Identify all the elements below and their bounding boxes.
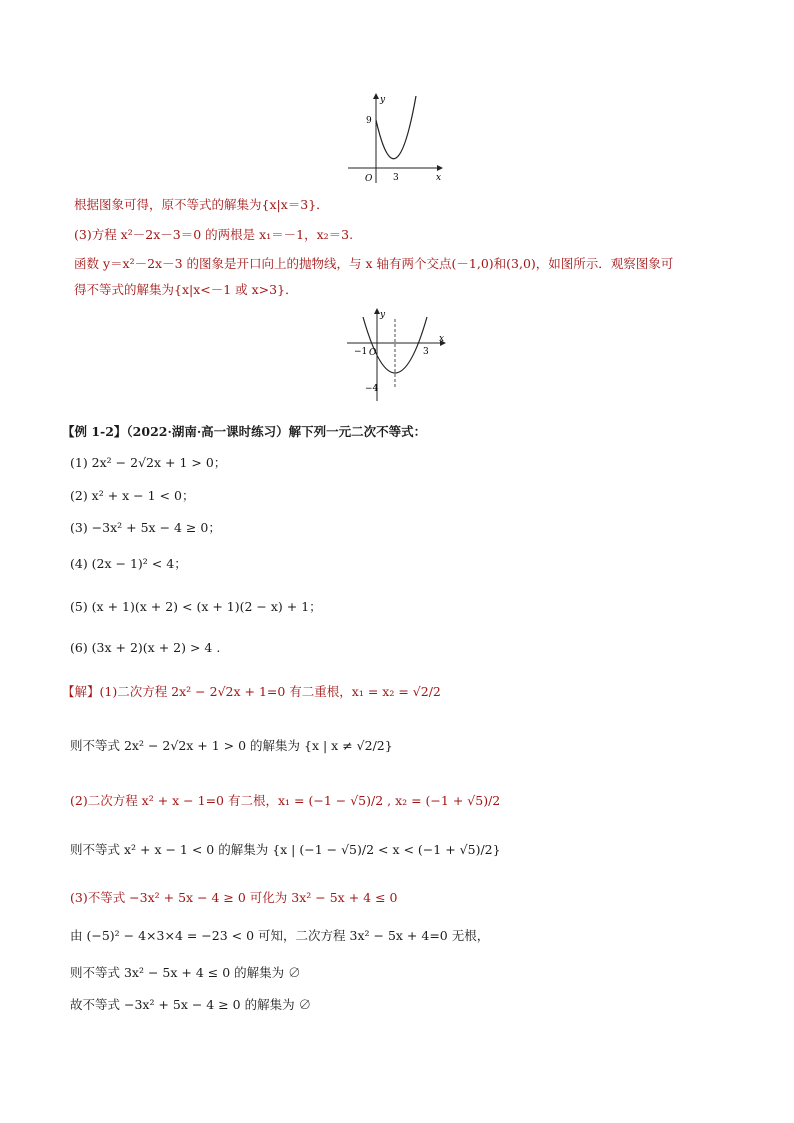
problem-item-1: (1) 2x² − 2√2x + 1 > 0； <box>70 455 227 470</box>
conclusion-line: 根据图象可得，原不等式的解集为{x|x＝3}． <box>74 197 329 212</box>
solution-line-7: 则不等式 3x² − 5x + 4 ≤ 0 的解集为 ∅ <box>70 965 301 980</box>
origin-label: O <box>369 348 377 358</box>
parabola-curve <box>376 96 416 159</box>
solution-set-line: 得不等式的解集为{x|x<－1 或 x>3}． <box>74 282 298 297</box>
solution-line-6: 由 (−5)² − 4×3×4 = −23 < 0 可知，二次方程 3x² − 5x + 4=0 无根， <box>70 928 490 943</box>
problem-item-5: (5) (x + 1)(x + 2) < (x + 1)(2 − x) + 1； <box>70 599 322 614</box>
x-tick-label: 3 <box>393 173 399 183</box>
x-axis-label: x <box>436 173 442 183</box>
solution-text-5: (3)不等式 −3x² + 5x − 4 ≥ 0 可化为 3x² − 5x + 4 ≤ 0 <box>70 890 398 905</box>
y-tick-label: 9 <box>366 116 372 126</box>
example-heading: 【例 1-2】（2022·湖南·高一课时练习）解下列一元二次不等式： <box>62 424 427 439</box>
problem-item-2: (2) x² + x − 1 < 0； <box>70 488 195 503</box>
y-tick-label: −4 <box>365 384 379 394</box>
y-axis-label: y <box>380 310 386 320</box>
solution-line-4: 则不等式 x² + x − 1 < 0 的解集为 {x | (−1 − √5)/2 < x < (−1 + √5)/2} <box>70 842 501 857</box>
parabola-figure-2 <box>345 305 450 405</box>
solution-text-1: 【解】(1)二次方程 2x² − 2√2x + 1=0 有二重根，x₁ = x₂ = √2/2 <box>62 684 441 699</box>
x-tick-right-label: 3 <box>423 347 429 357</box>
solution-line-3 <box>70 793 500 809</box>
roots-line: (3)方程 x²－2x－3＝0 的两根是 x₁＝－1，x₂＝3. <box>74 227 354 242</box>
solution-line-8: 故不等式 −3x² + 5x − 4 ≥ 0 的解集为 ∅ <box>70 997 312 1012</box>
problem-item-4: (4) (2x − 1)² < 4； <box>70 556 187 571</box>
origin-label: O <box>365 174 373 184</box>
solution-line-5 <box>70 890 397 906</box>
function-line: 函数 y＝x²－2x－3 的图象是开口向上的抛物线，与 x 轴有两个交点(－1,0)和(3,0)，如图所示．观察图象可 <box>74 256 674 271</box>
solution-line-1 <box>62 684 441 700</box>
solution-line-2: 则不等式 2x² − 2√2x + 1 > 0 的解集为 {x | x ≠ √2/2} <box>70 738 393 753</box>
x-tick-left-label: −1 <box>354 347 368 357</box>
x-axis-label: x <box>439 334 445 344</box>
y-axis-label: y <box>380 95 386 105</box>
problem-item-3: (3) −3x² + 5x − 4 ≥ 0； <box>70 520 221 535</box>
solution-text-3: (2)二次方程 x² + x − 1=0 有二根，x₁ = (−1 − √5)/2 , x₂ = (−1 + √5)/2 <box>70 793 501 808</box>
parabola-figure-1 <box>340 88 450 188</box>
problem-item-6: (6) (3x + 2)(x + 2) > 4 . <box>70 640 221 655</box>
